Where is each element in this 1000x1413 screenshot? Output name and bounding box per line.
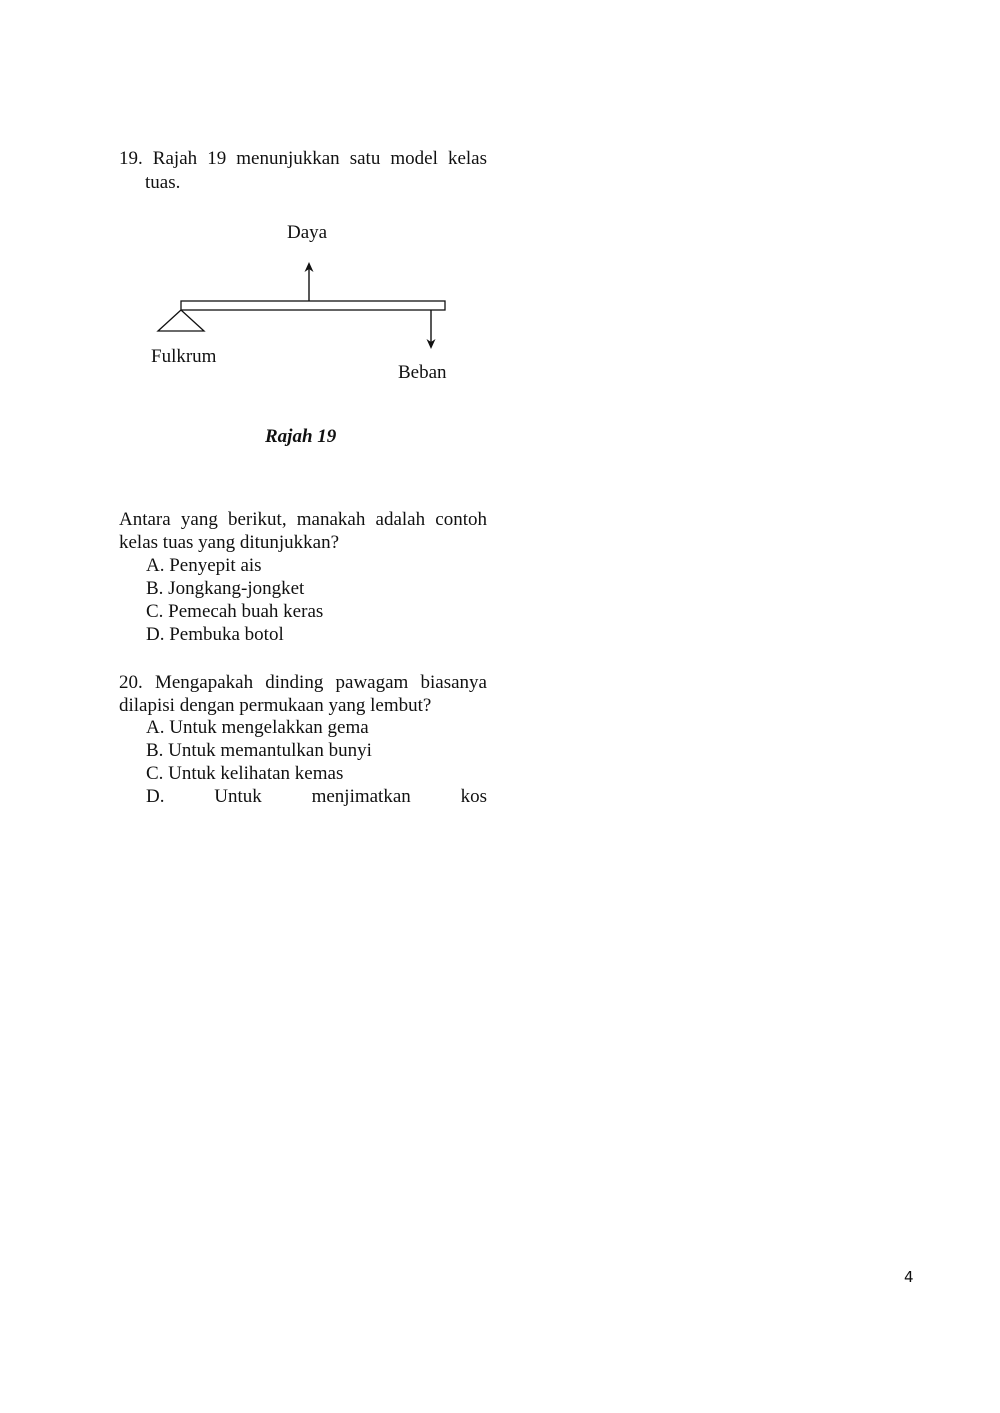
q19-option-c: C. Pemecah buah keras (146, 601, 324, 622)
effort-label: Daya (287, 222, 328, 243)
q19-stem-text: 19. Rajah 19 menunjukkan satu model kelas (119, 148, 487, 169)
q20-stem-text: 20. Mengapakah dinding pawagam biasanya (119, 672, 487, 693)
q20-option-b: B. Untuk memantulkan bunyi (146, 740, 372, 761)
q19-option-d: D. Pembuka botol (146, 624, 284, 645)
question-19-stem-line-2: tuas. (145, 172, 181, 193)
page-number: 4 (904, 1268, 914, 1286)
fulcrum-label: Fulkrum (151, 346, 217, 367)
q20-option-d-word-3: menjimatkan (311, 786, 411, 807)
q19-option-a: A. Penyepit ais (146, 555, 262, 576)
q20-option-c: C. Untuk kelihatan kemas (146, 763, 344, 784)
question-19-prompt-line-1 (119, 508, 487, 531)
q19-prompt-text: Antara yang berikut, manakah adalah contoh (119, 509, 487, 530)
question-19-stem-line-1 (119, 147, 487, 170)
q20-option-a: A. Untuk mengelakkan gema (146, 717, 369, 738)
question-19-prompt-line-2: kelas tuas yang ditunjukkan? (119, 532, 340, 553)
question-20-stem-line-1 (119, 671, 487, 694)
load-label: Beban (398, 362, 447, 383)
q19-option-b: B. Jongkang-jongket (146, 578, 305, 599)
lever-diagram (140, 210, 480, 395)
question-20-stem-line-2: dilapisi dengan permukaan yang lembut? (119, 695, 432, 716)
figure-caption: Rajah 19 (265, 426, 337, 447)
q20-option-d-word-1: D. (146, 786, 165, 807)
q20-option-d-word-4: kos (460, 786, 487, 807)
q20-option-d-word-2: Untuk (214, 786, 262, 807)
fulcrum-triangle (158, 310, 204, 331)
q20-option-d (146, 785, 487, 808)
lever-bar (181, 301, 445, 310)
